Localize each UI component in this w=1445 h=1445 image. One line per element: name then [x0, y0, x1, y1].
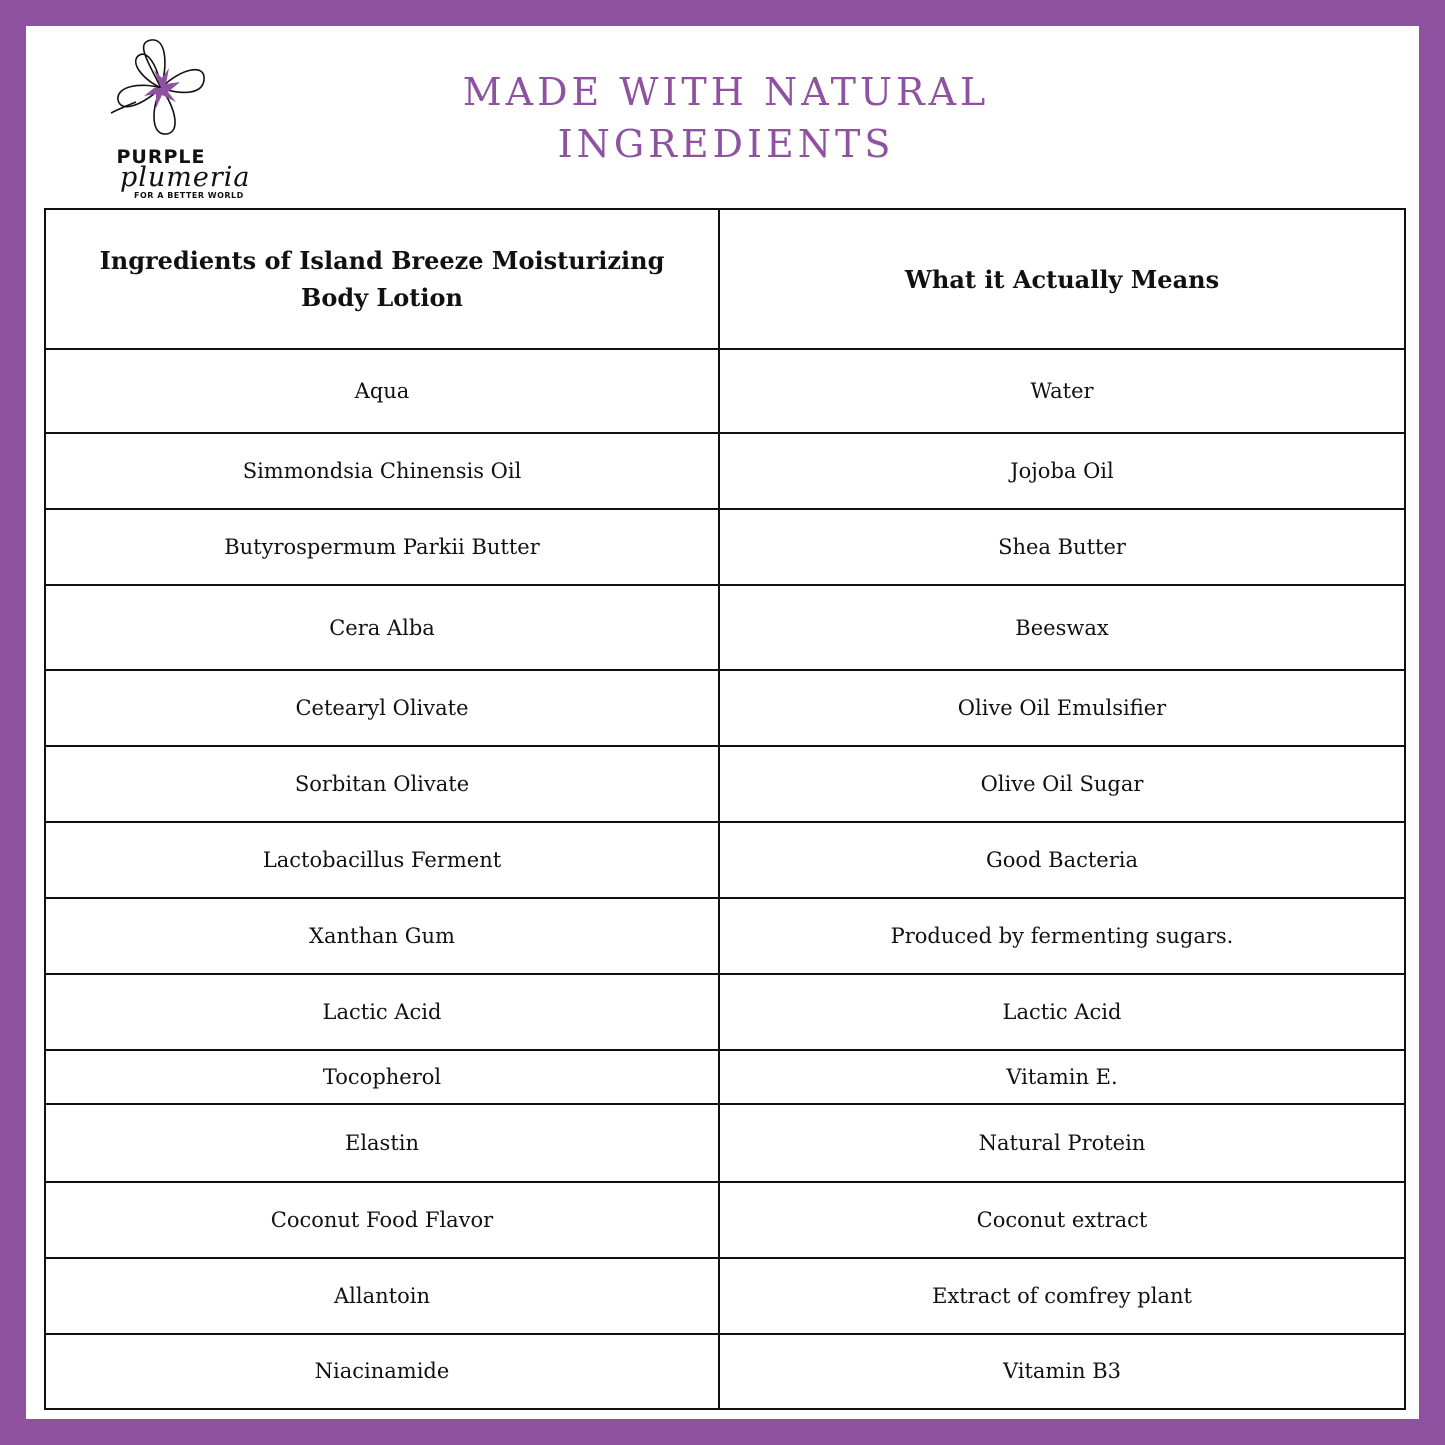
table-row: [45, 509, 1405, 585]
ingredient-cell: Niacinamide: [45, 1334, 719, 1409]
ingredients-table: [44, 208, 1406, 1410]
brand-tagline: FOR A BETTER WORLD: [134, 191, 244, 200]
ingredient-cell: Cera Alba: [45, 585, 719, 669]
page-title-line1: MADE WITH NATURAL: [462, 70, 990, 114]
brand-name-line2: plumeria: [120, 162, 251, 193]
ingredient-cell: Lactic Acid: [45, 974, 719, 1050]
meaning-cell: Shea Butter: [719, 509, 1405, 585]
column-header-ingredients: Ingredients of Island Breeze Moisturizing Body Lotion: [45, 209, 719, 349]
table-row: [45, 974, 1405, 1050]
brand-name-line1: PURPLE: [116, 146, 206, 168]
page-title: [426, 66, 1026, 170]
ingredient-cell: Allantoin: [45, 1258, 719, 1334]
table-row: [45, 349, 1405, 433]
table-row: [45, 898, 1405, 974]
table-row: [45, 585, 1405, 669]
content-panel: [26, 26, 1419, 1419]
meaning-cell: Natural Protein: [719, 1104, 1405, 1181]
table-header-row: [45, 209, 1405, 349]
table-row: [45, 746, 1405, 822]
ingredient-cell: Tocopherol: [45, 1050, 719, 1104]
meaning-cell: Olive Oil Emulsifier: [719, 670, 1405, 746]
meaning-cell: Good Bacteria: [719, 822, 1405, 898]
table-row: [45, 1050, 1405, 1104]
ingredient-cell: Simmondsia Chinensis Oil: [45, 433, 719, 509]
ingredient-cell: Xanthan Gum: [45, 898, 719, 974]
meaning-cell: Beeswax: [719, 585, 1405, 669]
meaning-cell: Vitamin E.: [719, 1050, 1405, 1104]
ingredient-cell: Sorbitan Olivate: [45, 746, 719, 822]
table-row: [45, 670, 1405, 746]
ingredient-cell: Butyrospermum Parkii Butter: [45, 509, 719, 585]
ingredient-cell: Cetearyl Olivate: [45, 670, 719, 746]
meaning-cell: Coconut extract: [719, 1182, 1405, 1258]
page-title-line2: INGREDIENTS: [557, 122, 895, 166]
meaning-cell: Olive Oil Sugar: [719, 746, 1405, 822]
table-row: [45, 1182, 1405, 1258]
ingredient-cell: Coconut Food Flavor: [45, 1182, 719, 1258]
table-row: [45, 822, 1405, 898]
meaning-cell: Jojoba Oil: [719, 433, 1405, 509]
table-row: [45, 1334, 1405, 1409]
ingredient-cell: Elastin: [45, 1104, 719, 1181]
ingredient-cell: Aqua: [45, 349, 719, 433]
meaning-cell: Extract of comfrey plant: [719, 1258, 1405, 1334]
meaning-cell: Lactic Acid: [719, 974, 1405, 1050]
meaning-cell: Vitamin B3: [719, 1334, 1405, 1409]
table-row: [45, 1104, 1405, 1181]
meaning-cell: Produced by fermenting sugars.: [719, 898, 1405, 974]
meaning-cell: Water: [719, 349, 1405, 433]
table-row: [45, 1258, 1405, 1334]
plumeria-flower-icon: [106, 38, 216, 146]
brand-logo: [106, 38, 266, 208]
ingredient-cell: Lactobacillus Ferment: [45, 822, 719, 898]
table-row: [45, 433, 1405, 509]
column-header-meaning: What it Actually Means: [719, 209, 1405, 349]
